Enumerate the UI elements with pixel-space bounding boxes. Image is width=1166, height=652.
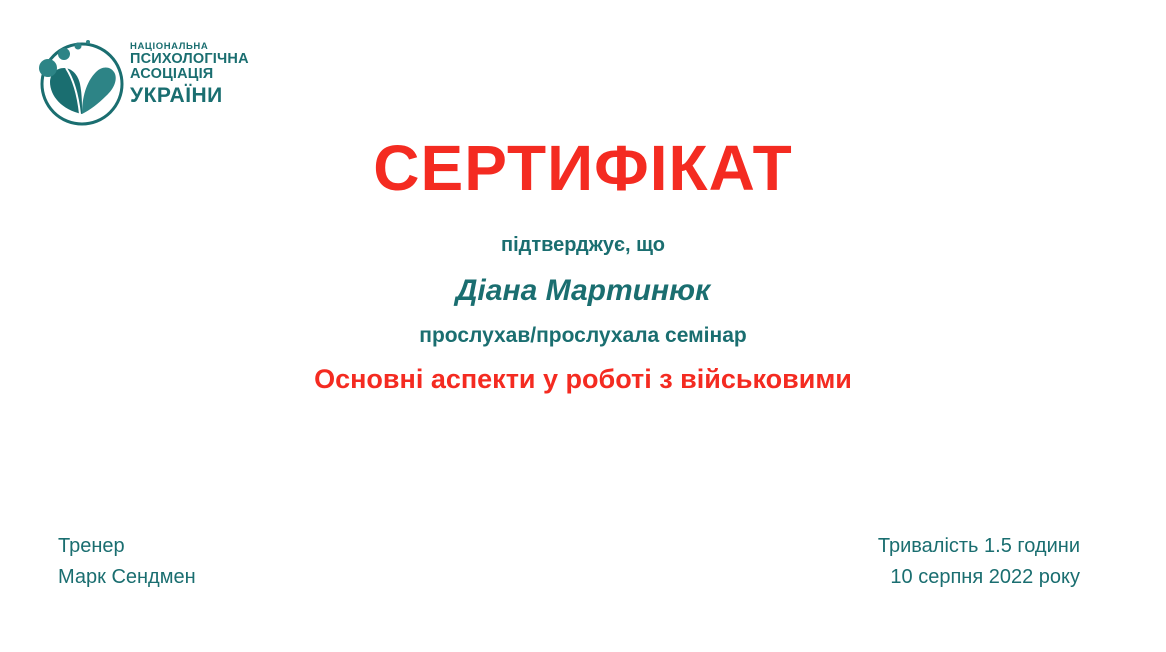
logo-line-national: НАЦІОНАЛЬНА bbox=[130, 41, 209, 52]
duration-text: Тривалість 1.5 години bbox=[877, 535, 1080, 557]
course-title: Основні аспекти у роботі з військовими bbox=[314, 364, 852, 394]
footer-details-block bbox=[878, 531, 1080, 593]
confirms-text: підтверджує, що bbox=[501, 234, 665, 256]
date-text: 10 серпня 2022 року bbox=[890, 566, 1080, 588]
trainer-label: Тренер bbox=[58, 535, 125, 557]
flower-in-circle-logo-icon bbox=[30, 32, 126, 128]
organization-logo bbox=[30, 26, 300, 134]
recipient-name: Діана Мартинюк bbox=[455, 274, 711, 307]
action-text: прослухав/прослухала семінар bbox=[419, 324, 747, 347]
page-title: СЕРТИФІКАТ bbox=[373, 132, 793, 204]
logo-line-association: АСОЦІАЦІЯ bbox=[130, 66, 214, 83]
logo-line-ukraine: УКРАЇНИ bbox=[130, 83, 223, 107]
organization-name bbox=[130, 42, 300, 107]
logo-line-psychological: ПСИХОЛОГІЧНА bbox=[130, 51, 249, 68]
trainer-name: Марк Сендмен bbox=[58, 566, 196, 588]
footer-trainer-block bbox=[58, 531, 196, 593]
